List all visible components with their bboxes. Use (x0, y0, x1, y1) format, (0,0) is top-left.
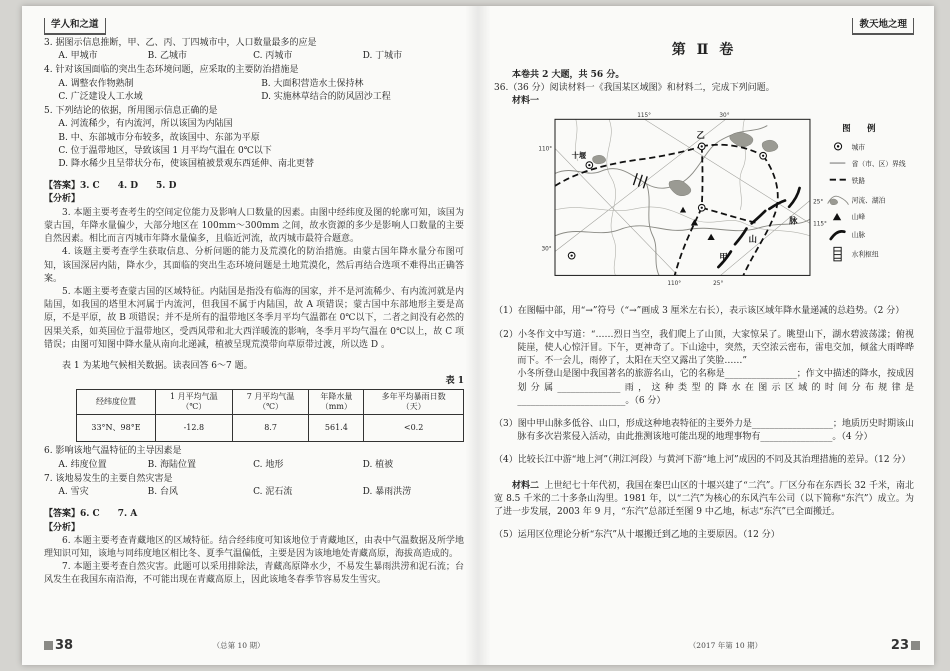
question-6-stem: 6. 影响该地气温特征的主导因素是 (44, 446, 182, 457)
legend-peak-icon (833, 213, 841, 220)
city-marker (698, 205, 705, 212)
table-cell: 33°N、98°E (77, 415, 156, 442)
option: A. 甲城市 (58, 51, 98, 62)
subquestion-1: （1）在图幅中部，用“→”符号（“→”画成 3 厘米左右长），表示该区域年降水量递减的总趋势。（2 分） (494, 306, 905, 317)
tick-label: 110° (667, 281, 682, 288)
book-spread (22, 6, 934, 665)
option: B. 乙城市 (147, 51, 187, 62)
city-marker (760, 153, 767, 160)
option: D. 丁城市 (362, 51, 403, 62)
legend-title: 图 例 (842, 123, 880, 134)
table-cell: -12.8 (155, 415, 232, 442)
answer-line-2 (44, 508, 464, 521)
question-4-options-row1 (44, 78, 464, 91)
peak-icon (707, 234, 714, 240)
section-title: 第 Ⅱ 卷 (671, 42, 737, 58)
table-header-cell: 经纬度位置 (77, 390, 156, 415)
table-row (77, 415, 464, 442)
option: A. 调整农作物熟制 (58, 78, 134, 89)
tick-label: 115° (637, 113, 651, 120)
option: A. 纬度位置 (58, 459, 107, 470)
range-label: 山 (748, 234, 757, 245)
table-header-cell: 年降水量 （mm） (309, 390, 364, 415)
subquestion-2: （2）小冬作文中写道：“……烈日当空，我们爬上了山顶，大家惊呆了。眺望山下，湖水碧波荡漾；俯视陡崖，使人心惊汗冒。下午，更神奇了。下山途中，突然，天空浓云密布，雷电交加，倾盆大雨哗哗而下。不一会儿，雨停了，太阳在天空又露出了笑脸……” (494, 329, 914, 367)
option: B. 台风 (147, 487, 178, 498)
option: A. 河流稀少，有内流河，所以该国为内陆国 (58, 119, 233, 130)
question-3-stem: 3. 据图示信息推断，甲、乙、丙、丁四城市中，人口数量最多的应是 (44, 38, 317, 48)
option: D. 植被 (362, 459, 394, 470)
option: B. 海陆位置 (147, 459, 196, 470)
range-label: 甲 (719, 252, 728, 263)
material-2-label: 材料二 (512, 480, 540, 491)
tick-label: 30° (541, 246, 552, 253)
answer-line-1 (44, 180, 464, 193)
legend-dam-icon (834, 248, 841, 262)
legend-label: 城市 (851, 143, 866, 152)
left-page-footer (44, 636, 464, 655)
footer-note: （总第 10 期） (212, 640, 265, 650)
left-header (44, 18, 464, 36)
material-1-label: 材料一 (512, 96, 540, 107)
city-marker (568, 253, 575, 260)
tick-label: 115° (813, 221, 827, 228)
tick-label: 30° (719, 113, 730, 120)
legend-label: 铁路 (851, 177, 866, 186)
peak-icon (680, 207, 686, 213)
tick-label: 110° (538, 146, 553, 153)
analysis-label-2: 【分析】 (44, 522, 81, 533)
subquestion-4: （4）比较长江中游“地上河”（荆江河段）与黄河下游“地上河”成因的不同及其治理措施的差异。（12 分） (494, 455, 911, 466)
option: D. 降水稀少且呈带状分布，使该国植被景观东西延伸、南北更替 (58, 158, 315, 169)
table-caption: 表 1 (445, 376, 464, 387)
right-header (494, 18, 914, 36)
legend-label: 山脉 (851, 231, 866, 240)
question-5-stem: 5. 下列结论的依据，所用图示信息正确的是 (44, 106, 218, 117)
material-2-text: 上世纪七十年代初，我国在秦巴山区的十堰兴建了“二汽”。厂区分布在东西长 32 千米，南北宽 8.5 千米的二十多条山沟里。1981 年，以“二汽”为核心的东风汽车公司（以下简称“东汽”）成立。为了进一步发展，2003 年 9 月，“东汽”总部迁至图 9 中乙地，标志“东汽”已全面搬迁。 (494, 480, 914, 518)
climate-data-table (76, 389, 464, 442)
subquestion-2-continued: 小冬所登山是图中我国著名的旅游名山，它的名称是________________；作文中描述的降水，按成因划分属______________雨，这种类型的降水在图示区域的时间分布规律是________________________。（6 分） (517, 369, 914, 406)
tick-label: 25° (713, 281, 724, 288)
option: D. 实施林草结合的防风固沙工程 (261, 91, 391, 102)
answer-text: 6. C 7. A (80, 509, 138, 520)
page-number: 38 (55, 637, 74, 653)
option: D. 暴雨洪涝 (362, 487, 412, 498)
region-map-figure (536, 111, 932, 295)
table-cell: 561.4 (309, 415, 364, 442)
analysis-label-1: 【分析】 (44, 194, 81, 205)
answer-label: 【答案】 (44, 181, 81, 192)
question-7-options (44, 486, 464, 499)
section-note: 本卷共 2 大题，共 56 分。 (512, 69, 625, 80)
page-number-block (891, 636, 920, 655)
range-label: 脉 (789, 215, 798, 226)
question-3-options (44, 50, 464, 63)
legend-label: 水利枢纽 (851, 250, 879, 259)
answer-label: 【答案】 (44, 509, 81, 520)
question-7-stem: 7. 该地易发生的主要自然灾害是 (44, 473, 173, 484)
option: C. 丙城市 (253, 51, 293, 62)
page-number-square-icon (911, 641, 920, 650)
option: B. 中、东部城市分布较多，故该国中、东部为平原 (58, 132, 260, 143)
table-cell: 8.7 (232, 415, 309, 442)
table-cell: <0.2 (364, 415, 464, 442)
material-2-paragraph (494, 480, 914, 520)
analysis-paragraph-4: 4. 该题主要考查学生获取信息、分析问题的能力及荒漠化的防治措施。由蒙古国年降水量分布图可知，该国深居内陆，降水少，其面临的突出生态环境问题是土地荒漠化，然后再结合选项不难得出正确答案。 (44, 247, 464, 284)
city-marker-yi (698, 143, 705, 150)
right-page (478, 6, 934, 665)
analysis-paragraph-7: 7. 本题主要考查自然灾害。此题可以采用排除法，青藏高原降水少，不易发生暴雨洪涝和泥石流；台风发生在我国东南沿海，不可能出现在青藏高原上，因此该地冬春季节容易发生雪灾。 (44, 562, 464, 586)
page-number-block (44, 636, 73, 655)
left-page (22, 6, 478, 665)
option: C. 位于温带地区，导致该国 1 月平均气温在 0℃以下 (58, 145, 272, 156)
region-map (536, 111, 932, 290)
legend-range-icon (831, 232, 845, 240)
tick-label: 25° (813, 199, 824, 206)
legend-label: 山峰 (851, 213, 866, 222)
page-number: 23 (890, 637, 909, 653)
analysis-paragraph-3: 3. 本题主要考查考生的空间定位能力及影响人口数量的因素。由图中经纬度及图的轮廓可知，该国为蒙古国，年降水量偏少，大部分地区在 100mm～300mm 之间，故水资源的多少是影响人口数量的主要自然因素。相比而言丙城市年降水量偏多，且临近河流，故丙城市最符合题意。 (44, 207, 464, 245)
table-intro: 表 1 为某地气候相关数据。读表回答 6～7 题。 (62, 361, 253, 372)
city-marker-shiyan (586, 162, 593, 169)
legend-label: 省（市、区）界线 (851, 160, 906, 169)
analysis-paragraph-5: 5. 本题主要考查蒙古国的区域特征。内陆国是指没有临海的国家，并不是河流稀少、有内流河就是内陆国，如我国的塔里木河属于内流河，但我国不属于内陆国，故 A 项错误；蒙古国中东部地形主要是高原，不是平原，故 B 项错误；并不是所有的温带地区冬季月平均气温都在 0℃以下，二者之间没有必然的因果关系，如英国位于温带地区，受西风带和北大西洋暖流的影响，冬季月平均气温在 0℃以上，故 C 项错误；由图可知图中降水量从南向北递减，植被呈现荒漠带向草原带过渡，所以选 D 。 (44, 286, 464, 350)
option: A. 雪灾 (58, 487, 89, 498)
option: C. 地形 (253, 459, 284, 470)
table-header-cell: 7 月平均气温 （℃） (232, 390, 309, 415)
city-label-shiyan: 十堰 (571, 151, 587, 161)
table-header-row (77, 390, 464, 415)
question-6-options (44, 459, 464, 472)
answer-text: 3. C 4. D 5. D (80, 181, 177, 192)
city-label-yi: 乙 (696, 130, 705, 141)
option: B. 大面积营造水土保持林 (261, 78, 364, 89)
option: C. 泥石流 (253, 487, 293, 498)
subquestion-5: （5）运用区位理论分析“东汽”从十堰搬迁到乙地的主要原因。（12 分） (494, 530, 780, 541)
analysis-paragraph-6: 6. 本题主要考查青藏地区的区域特征。结合经纬度可知该地位于青藏地区，由表中气温数据及所学地理知识可知，该地与同纬度地区相比冬、夏季气温偏低，主要是因为该地地处青藏高原，海拔高造成的。 (44, 535, 464, 559)
table-header-cell: 多年平均暴雨日数 （天） (364, 390, 464, 415)
question-4-stem: 4. 针对该国面临的突出生态环境问题，应采取的主要防治措施是 (44, 65, 299, 76)
page-number-square-icon (44, 641, 53, 650)
footer-note: （2017 年第 10 期） (688, 640, 763, 650)
legend-label: 河流、湖泊 (851, 196, 886, 205)
dam-icon (633, 173, 647, 188)
option: C. 广泛建设人工水域 (58, 91, 143, 102)
table-header-cell: 1 月平均气温 （℃） (155, 390, 232, 415)
map-legend (828, 123, 906, 261)
column-tag-left: 学人和之道 (44, 18, 106, 35)
question-4-options-row2 (44, 91, 464, 104)
subquestion-3: （3）图中甲山脉多低谷、山口，形成这种地表特征的主要外力是__________________；地质历史时期该山脉有多次岩浆侵入活动，由此推测该地可能出现的地理事物有________________。（4 分） (494, 418, 914, 443)
right-page-footer (500, 636, 920, 655)
column-tag-right: 教天地之理 (852, 18, 914, 35)
question-36-intro: 36.（36 分）阅读材料一《我国某区域图》和材料二，完成下列问题。 (494, 82, 775, 93)
peak-icon (691, 219, 698, 225)
